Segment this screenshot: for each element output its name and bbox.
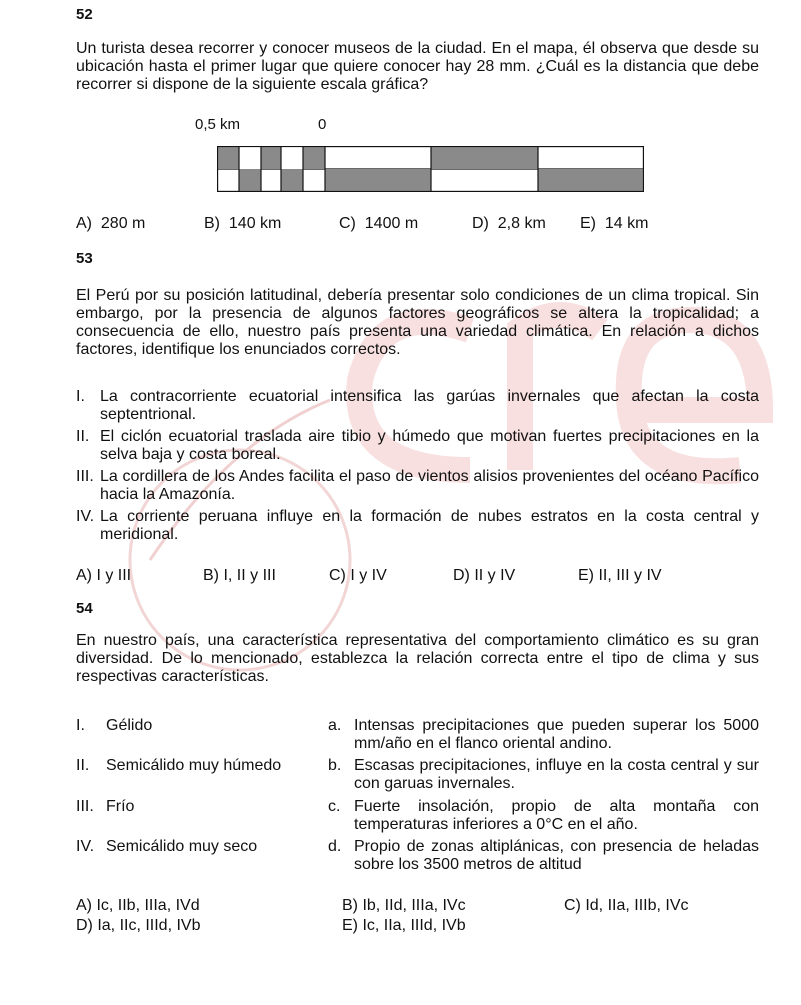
characteristic-a-letter: a. <box>328 717 342 734</box>
statement-2-text: El ciclón ecuatorial traslada aire tibio y húmedo que motivan fuertes precipitaciones en la selva baja y costa boreal. <box>100 428 759 463</box>
q52-option-c[interactable]: C) 1400 m <box>339 215 419 232</box>
graphic-scale-bar <box>217 146 644 192</box>
statement-4-text: La corriente peruana influye en la formación de nubes estratos en la costa central y meridional. <box>100 508 759 543</box>
q53-option-c[interactable]: C) I y IV <box>329 567 387 584</box>
q53-option-d[interactable]: D) II y IV <box>453 567 516 584</box>
statement-1-roman: I. <box>76 388 85 405</box>
climate-4-name: Semicálido muy seco <box>106 838 258 855</box>
statement-3-roman: III. <box>76 468 94 485</box>
q54-option-b[interactable]: B) Ib, IId, IIIa, IVc <box>342 897 466 914</box>
q53-option-b[interactable]: B) I, II y III <box>203 567 276 584</box>
q52-option-a[interactable]: A) 280 m <box>76 215 146 232</box>
climate-4-roman: IV. <box>76 838 95 855</box>
question-53-stem: El Perú por su posición latitudinal, debería presentar solo condiciones de un clima tropical. Sin embargo, por la presencia de algunos factores geográficos se altera la tropicalidad; a consecuencia de ello, nuestro país presenta una variedad climática. En relación a dichos factores, identifique los enunciados correctos. <box>76 287 759 358</box>
q54-option-e[interactable]: E) Ic, IIa, IIId, IVb <box>342 917 466 934</box>
statement-1-text: La contracorriente ecuatorial intensifica las garúas invernales que afectan la costa septentrional. <box>100 388 759 423</box>
q53-option-a[interactable]: A) I y III <box>76 567 132 584</box>
characteristic-b-text: Escasas precipitaciones, influye en la costa central y sur con garuas invernales. <box>354 757 759 792</box>
climate-1-name: Gélido <box>106 717 153 734</box>
climate-3-name: Frío <box>106 798 135 815</box>
climate-1-roman: I. <box>76 717 85 734</box>
statement-2-roman: II. <box>76 428 90 445</box>
question-52-stem: Un turista desea recorrer y conocer museos de la ciudad. En el mapa, él observa que desde su ubicación hasta el primer lugar que quiere conocer hay 28 mm. ¿Cuál es la distancia que debe recorrer si dispone de la siguiente escala gráfica? <box>76 40 759 93</box>
question-number-53: 53 <box>76 250 93 267</box>
characteristic-a-text: Intensas precipitaciones que pueden superar los 5000 mm/año en el flanco oriental andino. <box>354 717 759 752</box>
q54-option-d[interactable]: D) Ia, IIc, IIId, IVb <box>76 917 201 934</box>
q52-option-e[interactable]: E) 14 km <box>580 215 649 232</box>
q52-option-d[interactable]: D) 2,8 km <box>472 215 546 232</box>
characteristic-c-text: Fuerte insolación, propio de alta montaña con temperaturas inferiores a 0°C en el año. <box>354 798 759 833</box>
climate-2-name: Semicálido muy húmedo <box>106 757 282 774</box>
question-54-stem: En nuestro país, una característica representativa del comportamiento climático es su gran diversidad. De lo mencionado, establezca la relación correcta entre el tipo de clima y sus respectivas características. <box>76 632 759 685</box>
q52-option-b[interactable]: B) 140 km <box>204 215 282 232</box>
question-number-52: 52 <box>76 6 93 23</box>
climate-3-roman: III. <box>76 798 94 815</box>
characteristic-d-text: Propio de zonas altiplánicas, con presencia de heladas sobre los 3500 metros de altitud <box>354 838 759 873</box>
question-number-54: 54 <box>76 600 93 617</box>
statement-3-text: La cordillera de los Andes facilita el paso de vientos alisios provenientes del océano Pacífico hacia la Amazonía. <box>100 468 759 503</box>
climate-2-roman: II. <box>76 757 90 774</box>
statement-4-roman: IV. <box>76 508 95 525</box>
scale-label-half-km: 0,5 km <box>195 116 241 133</box>
q54-option-c[interactable]: C) Id, IIa, IIIb, IVc <box>564 897 689 914</box>
q53-option-e[interactable]: E) II, III y IV <box>578 567 662 584</box>
characteristic-d-letter: d. <box>328 838 342 855</box>
scale-label-zero: 0 <box>318 116 327 133</box>
q54-option-a[interactable]: A) Ic, IIb, IIIa, IVd <box>76 897 200 914</box>
characteristic-c-letter: c. <box>328 798 341 815</box>
characteristic-b-letter: b. <box>328 757 342 774</box>
